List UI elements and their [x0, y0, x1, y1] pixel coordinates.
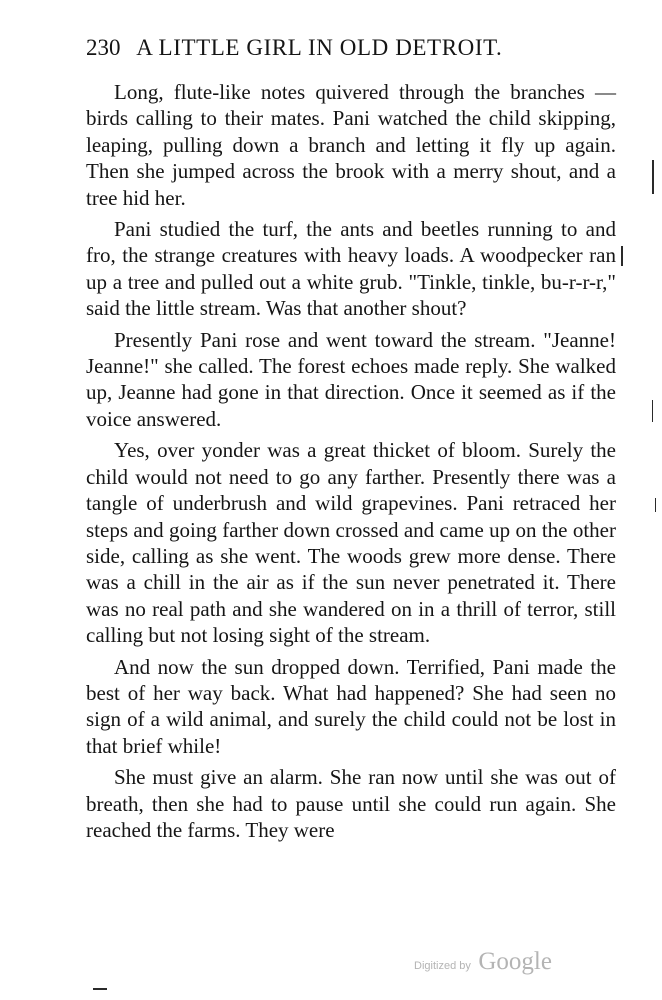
paragraph-4: Yes, over yonder was a great thicket of bloom. Surely the child would not need to go any farther. Presently there was a tangle of underbrush and wild grapevines. Pani retraced her steps and going farther down crossed and came up on the other side, calling as she went. The woods grew more dense. There was a chill in the air as if the sun never penetrated it. There was no real path and she wandered on in a thrill of terror, still calling but not losing sight of the stream. [86, 438, 616, 648]
scan-mark [652, 400, 653, 422]
scan-mark [655, 498, 656, 512]
scan-mark [93, 988, 107, 990]
paragraph-6: She must give an alarm. She ran now until she was out of breath, then she had to pause until she could run again. She reached the farms. They were [86, 765, 616, 842]
digitized-watermark [414, 948, 552, 976]
scan-mark [621, 246, 623, 266]
paragraph-5: And now the sun dropped down. Terrified, Pani made the best of her way back. What had happened? She had seen no sign of a wild animal, and surely the child could not be lost in that brief while! [86, 654, 616, 758]
page-number: 230 [86, 35, 121, 60]
paragraph-1: Long, flute-like notes quivered through the branches — birds calling to their mates. Pani watched the child skipping, leaping, pulling down a branch and letting it fly up again. Then she jumped across the brook with a merry shout, and a tree hid her. [86, 80, 616, 210]
watermark-prefix: Digitized by [414, 960, 471, 972]
paragraph-2: Pani studied the turf, the ants and beetles running to and fro, the strange creatures with heavy loads. A woodpecker ran up a tree and pulled out a white grub. "Tinkle, tinkle, bu-r-r-r," said the little stream. Was that another shout? [86, 217, 616, 321]
running-title: A LITTLE GIRL IN OLD DETROIT. [136, 35, 503, 60]
scan-mark [652, 160, 654, 194]
paragraph-3: Presently Pani rose and went toward the stream. "Jeanne! Jeanne!" she called. The forest echoes made reply. She walked up, Jeanne had gone in that direction. Once it seemed as if the voice answered. [86, 327, 616, 431]
body-text [86, 79, 616, 843]
page-header [86, 34, 626, 62]
watermark-brand: Google [478, 948, 552, 975]
